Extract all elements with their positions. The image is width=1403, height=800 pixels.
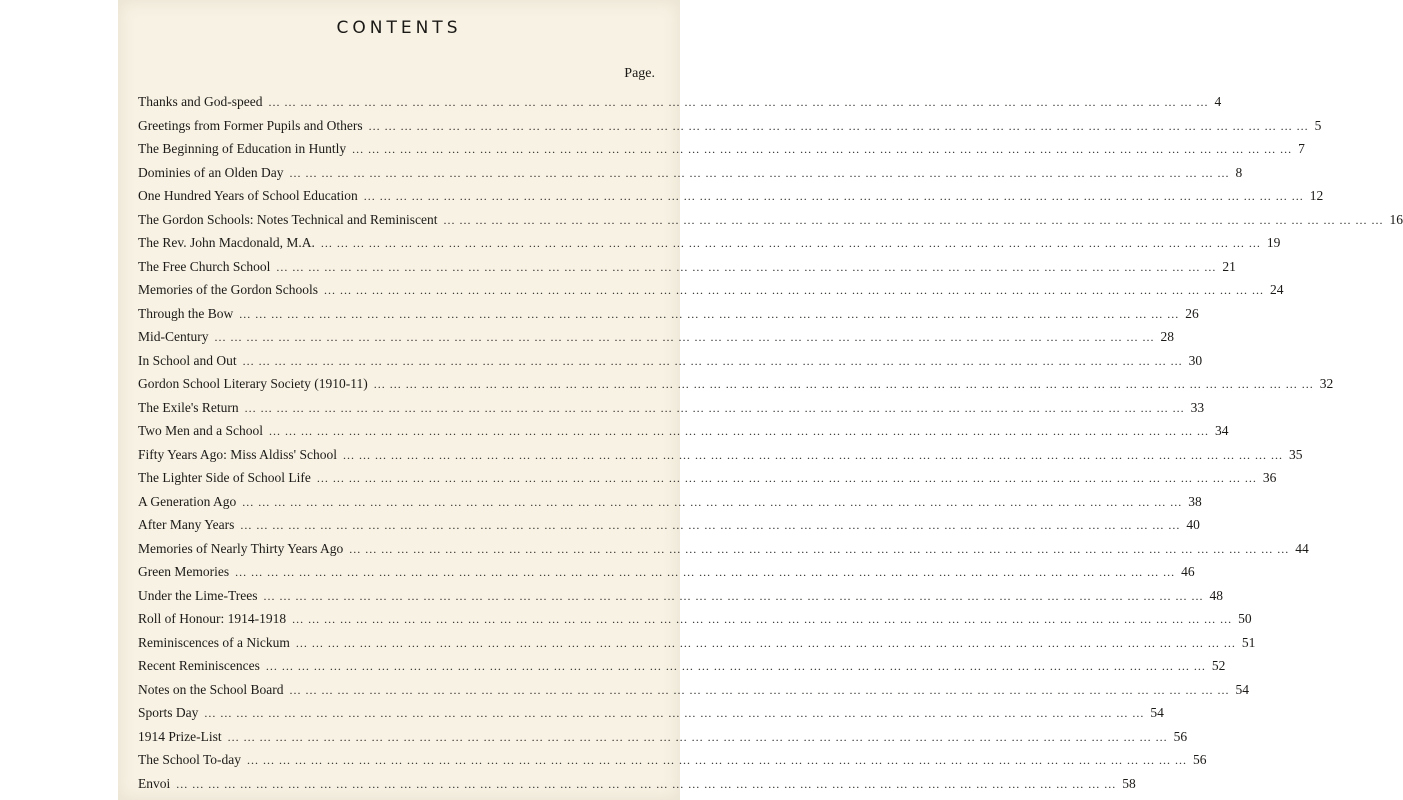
toc-entry-page-number: 30 [1188,352,1203,368]
dot-leader: ... ... ... ... ... ... ... ... ... ... ... ... ... ... ... ... ... ... ... ... ... ... ... ... ... ... ... ... ... ... ... ... ... ... ... ... ... ... ... ... ... ... ... ... ... ... ... ... ... ... ... ... ... ... ... ... ... ... ... [227,729,1168,744]
dot-leader: ... ... ... ... ... ... ... ... ... ... ... ... ... ... ... ... ... ... ... ... ... ... ... ... ... ... ... ... ... ... ... ... ... ... ... ... ... ... ... ... ... ... ... ... ... ... ... ... ... ... ... ... ... ... ... ... ... ... ... [295,635,1236,650]
dot-leader: ... ... ... ... ... ... ... ... ... ... ... ... ... ... ... ... ... ... ... ... ... ... ... ... ... ... ... ... ... ... ... ... ... ... ... ... ... ... ... ... ... ... ... ... ... ... ... ... ... ... ... ... ... ... ... ... ... ... ... [352,142,1293,156]
dot-leader: ... ... ... ... ... ... ... ... ... ... ... ... ... ... ... ... ... ... ... ... ... ... ... ... ... ... ... ... ... ... ... ... ... ... ... ... ... ... ... ... ... ... ... ... ... ... ... ... ... ... ... ... ... ... ... ... ... ... ... [342,447,1283,462]
toc-entry-title: Thanks and God-speed [138,94,263,109]
toc-entry-title: Greetings from Former Pupils and Others [138,117,363,133]
toc-entry-title: The Exile's Return [138,399,239,415]
toc-entry-page-number: 4 [1214,94,1222,109]
toc-entry [138,658,1226,682]
toc-entry-title: Sports Day [138,705,199,720]
toc-entry-page-number: 5 [1314,117,1322,133]
toc-entry [138,399,1205,424]
toc-entry-title: Fifty Years Ago: Miss Aldiss' School [138,446,337,462]
toc-entry-title: The Lighter Side of School Life [138,470,311,485]
dot-leader: ... ... ... ... ... ... ... ... ... ... ... ... ... ... ... ... ... ... ... ... ... ... ... ... ... ... ... ... ... ... ... ... ... ... ... ... ... ... ... ... ... ... ... ... ... ... ... ... ... ... ... ... ... ... ... ... ... ... ... [240,518,1181,532]
toc-entry-page-number: 28 [1160,329,1174,344]
dot-leader: ... ... ... ... ... ... ... ... ... ... ... ... ... ... ... ... ... ... ... ... ... ... ... ... ... ... ... ... ... ... ... ... ... ... ... ... ... ... ... ... ... ... ... ... ... ... ... ... ... ... ... ... ... ... ... ... ... ... ... [239,306,1180,321]
dot-leader: ... ... ... ... ... ... ... ... ... ... ... ... ... ... ... ... ... ... ... ... ... ... ... ... ... ... ... ... ... ... ... ... ... ... ... ... ... ... ... ... ... ... ... ... ... ... ... ... ... ... ... ... ... ... ... ... ... ... ... [204,706,1145,720]
toc-entry [138,211,1403,236]
toc-entry-page-number: 44 [1295,540,1309,556]
toc-entry [138,493,1202,518]
toc-entry [138,235,1281,259]
toc-entry-title: Recent Reminiscences [138,658,260,673]
toc-entry [138,117,1322,142]
toc-entry-title: Dominies of an Olden Day [138,164,284,180]
toc-entry-page-number: 26 [1185,305,1199,321]
toc-entry-page-number: 12 [1309,188,1324,203]
toc-entry-title: In School and Out [138,352,237,368]
toc-entry-title: Memories of the Gordon Schools [138,282,318,297]
toc-entry [138,446,1303,471]
toc-entry-page-number: 52 [1211,658,1226,673]
table-of-contents [138,94,1403,799]
toc-entry-page-number: 33 [1190,399,1205,415]
toc-entry [138,164,1243,189]
toc-entry [138,470,1277,494]
toc-entry-page-number: 48 [1209,587,1223,603]
toc-entry-title: Green Memories [138,564,230,579]
dot-leader: ... ... ... ... ... ... ... ... ... ... ... ... ... ... ... ... ... ... ... ... ... ... ... ... ... ... ... ... ... ... ... ... ... ... ... ... ... ... ... ... ... ... ... ... ... ... ... ... ... ... ... ... ... ... ... ... ... ... ... [323,283,1264,297]
toc-entry [138,681,1249,706]
toc-entry [138,540,1309,565]
toc-entry-title: Under the Lime-Trees [138,587,258,603]
toc-entry-title: Reminiscences of a Nickum [138,634,290,650]
toc-entry [138,282,1284,306]
toc-entry [138,728,1188,753]
toc-entry-title: After Many Years [138,517,235,532]
toc-entry-page-number: 7 [1298,141,1305,156]
toc-entry-page-number: 35 [1288,446,1303,462]
toc-entry [138,188,1324,212]
toc-entry-title: Through the Bow [138,305,234,321]
toc-entry-page-number: 54 [1235,681,1249,697]
dot-leader: ... ... ... ... ... ... ... ... ... ... ... ... ... ... ... ... ... ... ... ... ... ... ... ... ... ... ... ... ... ... ... ... ... ... ... ... ... ... ... ... ... ... ... ... ... ... ... ... ... ... ... ... ... ... ... ... ... ... ... [242,494,1183,509]
toc-entry [138,611,1252,635]
toc-entry-page-number: 8 [1235,164,1243,180]
dot-leader: ... ... ... ... ... ... ... ... ... ... ... ... ... ... ... ... ... ... ... ... ... ... ... ... ... ... ... ... ... ... ... ... ... ... ... ... ... ... ... ... ... ... ... ... ... ... ... ... ... ... ... ... ... ... ... ... ... ... ... [443,212,1384,227]
toc-entry-page-number: 34 [1215,423,1229,438]
dot-leader: ... ... ... ... ... ... ... ... ... ... ... ... ... ... ... ... ... ... ... ... ... ... ... ... ... ... ... ... ... ... ... ... ... ... ... ... ... ... ... ... ... ... ... ... ... ... ... ... ... ... ... ... ... ... ... ... ... ... ... [268,95,1209,109]
toc-entry-title: The School To-day [138,752,242,767]
toc-entry-title: Envoi [138,775,171,791]
toc-entry-title: The Beginning of Education in Huntly [138,141,347,156]
toc-entry-page-number: 56 [1193,752,1207,767]
toc-entry-page-number: 19 [1266,235,1281,250]
toc-entry-page-number: 50 [1238,611,1252,626]
dot-leader: ... ... ... ... ... ... ... ... ... ... ... ... ... ... ... ... ... ... ... ... ... ... ... ... ... ... ... ... ... ... ... ... ... ... ... ... ... ... ... ... ... ... ... ... ... ... ... ... ... ... ... ... ... ... ... ... ... ... ... [247,753,1188,767]
contents-page [118,0,1403,800]
toc-entry-page-number: 56 [1173,728,1188,744]
dot-leader: ... ... ... ... ... ... ... ... ... ... ... ... ... ... ... ... ... ... ... ... ... ... ... ... ... ... ... ... ... ... ... ... ... ... ... ... ... ... ... ... ... ... ... ... ... ... ... ... ... ... ... ... ... ... ... ... ... ... ... [368,118,1309,133]
dot-leader: ... ... ... ... ... ... ... ... ... ... ... ... ... ... ... ... ... ... ... ... ... ... ... ... ... ... ... ... ... ... ... ... ... ... ... ... ... ... ... ... ... ... ... ... ... ... ... ... ... ... ... ... ... ... ... ... ... ... ... [320,236,1261,250]
toc-entry-title: Notes on the School Board [138,681,284,697]
dot-leader: ... ... ... ... ... ... ... ... ... ... ... ... ... ... ... ... ... ... ... ... ... ... ... ... ... ... ... ... ... ... ... ... ... ... ... ... ... ... ... ... ... ... ... ... ... ... ... ... ... ... ... ... ... ... ... ... ... ... ... [265,659,1206,673]
toc-entry-page-number: 51 [1241,634,1256,650]
toc-entry-page-number: 32 [1319,376,1334,391]
toc-entry [138,376,1334,400]
toc-entry [138,352,1203,377]
toc-entry-page-number: 58 [1122,775,1136,791]
toc-entry [138,775,1136,800]
toc-entry [138,258,1236,283]
dot-leader: ... ... ... ... ... ... ... ... ... ... ... ... ... ... ... ... ... ... ... ... ... ... ... ... ... ... ... ... ... ... ... ... ... ... ... ... ... ... ... ... ... ... ... ... ... ... ... ... ... ... ... ... ... ... ... ... ... ... ... [269,424,1210,438]
toc-entry-title: 1914 Prize-List [138,728,222,744]
dot-leader: ... ... ... ... ... ... ... ... ... ... ... ... ... ... ... ... ... ... ... ... ... ... ... ... ... ... ... ... ... ... ... ... ... ... ... ... ... ... ... ... ... ... ... ... ... ... ... ... ... ... ... ... ... ... ... ... ... ... ... [316,471,1257,485]
toc-entry-page-number: 16 [1389,211,1403,227]
toc-entry-title: The Free Church School [138,258,271,274]
toc-entry [138,587,1223,612]
toc-entry-title: A Generation Ago [138,493,237,509]
toc-entry-title: Two Men and a School [138,423,264,438]
toc-entry [138,705,1164,729]
dot-leader: ... ... ... ... ... ... ... ... ... ... ... ... ... ... ... ... ... ... ... ... ... ... ... ... ... ... ... ... ... ... ... ... ... ... ... ... ... ... ... ... ... ... ... ... ... ... ... ... ... ... ... ... ... ... ... ... ... ... ... [176,776,1117,791]
dot-leader: ... ... ... ... ... ... ... ... ... ... ... ... ... ... ... ... ... ... ... ... ... ... ... ... ... ... ... ... ... ... ... ... ... ... ... ... ... ... ... ... ... ... ... ... ... ... ... ... ... ... ... ... ... ... ... ... ... ... ... [289,165,1230,180]
toc-entry [138,423,1229,447]
toc-entry-page-number: 36 [1262,470,1277,485]
toc-entry [138,564,1195,588]
dot-leader: ... ... ... ... ... ... ... ... ... ... ... ... ... ... ... ... ... ... ... ... ... ... ... ... ... ... ... ... ... ... ... ... ... ... ... ... ... ... ... ... ... ... ... ... ... ... ... ... ... ... ... ... ... ... ... ... ... ... ... [289,682,1230,697]
dot-leader: ... ... ... ... ... ... ... ... ... ... ... ... ... ... ... ... ... ... ... ... ... ... ... ... ... ... ... ... ... ... ... ... ... ... ... ... ... ... ... ... ... ... ... ... ... ... ... ... ... ... ... ... ... ... ... ... ... ... ... [292,612,1233,626]
toc-entry-title: The Rev. John Macdonald, M.A. [138,235,315,250]
toc-entry-page-number: 54 [1150,705,1164,720]
dot-leader: ... ... ... ... ... ... ... ... ... ... ... ... ... ... ... ... ... ... ... ... ... ... ... ... ... ... ... ... ... ... ... ... ... ... ... ... ... ... ... ... ... ... ... ... ... ... ... ... ... ... ... ... ... ... ... ... ... ... ... [276,259,1217,274]
toc-entry [138,141,1305,165]
dot-leader: ... ... ... ... ... ... ... ... ... ... ... ... ... ... ... ... ... ... ... ... ... ... ... ... ... ... ... ... ... ... ... ... ... ... ... ... ... ... ... ... ... ... ... ... ... ... ... ... ... ... ... ... ... ... ... ... ... ... ... [363,189,1304,203]
toc-entry-title: Roll of Honour: 1914-1918 [138,611,287,626]
dot-leader: ... ... ... ... ... ... ... ... ... ... ... ... ... ... ... ... ... ... ... ... ... ... ... ... ... ... ... ... ... ... ... ... ... ... ... ... ... ... ... ... ... ... ... ... ... ... ... ... ... ... ... ... ... ... ... ... ... ... ... [242,353,1183,368]
toc-entry [138,305,1199,330]
toc-entry-page-number: 24 [1269,282,1284,297]
toc-entry-page-number: 46 [1181,564,1195,579]
page-heading: CONTENTS [336,18,462,38]
toc-entry [138,752,1207,776]
toc-entry [138,517,1200,541]
toc-entry-title: One Hundred Years of School Education [138,188,358,203]
toc-entry [138,634,1256,659]
dot-leader: ... ... ... ... ... ... ... ... ... ... ... ... ... ... ... ... ... ... ... ... ... ... ... ... ... ... ... ... ... ... ... ... ... ... ... ... ... ... ... ... ... ... ... ... ... ... ... ... ... ... ... ... ... ... ... ... ... ... ... [263,588,1204,603]
toc-entry-page-number: 21 [1222,258,1236,274]
toc-entry [138,94,1222,118]
dot-leader: ... ... ... ... ... ... ... ... ... ... ... ... ... ... ... ... ... ... ... ... ... ... ... ... ... ... ... ... ... ... ... ... ... ... ... ... ... ... ... ... ... ... ... ... ... ... ... ... ... ... ... ... ... ... ... ... ... ... ... [244,400,1185,415]
toc-entry-title: Gordon School Literary Society (1910-11) [138,376,368,391]
toc-entry-page-number: 40 [1186,517,1200,532]
page-column-label: Page. [624,66,655,81]
toc-entry-page-number: 38 [1188,493,1202,509]
dot-leader: ... ... ... ... ... ... ... ... ... ... ... ... ... ... ... ... ... ... ... ... ... ... ... ... ... ... ... ... ... ... ... ... ... ... ... ... ... ... ... ... ... ... ... ... ... ... ... ... ... ... ... ... ... ... ... ... ... ... ... [373,377,1314,391]
toc-entry-title: The Gordon Schools: Notes Technical and Reminiscent [138,211,438,227]
dot-leader: ... ... ... ... ... ... ... ... ... ... ... ... ... ... ... ... ... ... ... ... ... ... ... ... ... ... ... ... ... ... ... ... ... ... ... ... ... ... ... ... ... ... ... ... ... ... ... ... ... ... ... ... ... ... ... ... ... ... ... [349,541,1290,556]
dot-leader: ... ... ... ... ... ... ... ... ... ... ... ... ... ... ... ... ... ... ... ... ... ... ... ... ... ... ... ... ... ... ... ... ... ... ... ... ... ... ... ... ... ... ... ... ... ... ... ... ... ... ... ... ... ... ... ... ... ... ... [214,330,1155,344]
toc-entry [138,329,1174,353]
dot-leader: ... ... ... ... ... ... ... ... ... ... ... ... ... ... ... ... ... ... ... ... ... ... ... ... ... ... ... ... ... ... ... ... ... ... ... ... ... ... ... ... ... ... ... ... ... ... ... ... ... ... ... ... ... ... ... ... ... ... ... [235,565,1176,579]
toc-entry-title: Memories of Nearly Thirty Years Ago [138,540,344,556]
toc-entry-title: Mid-Century [138,329,209,344]
